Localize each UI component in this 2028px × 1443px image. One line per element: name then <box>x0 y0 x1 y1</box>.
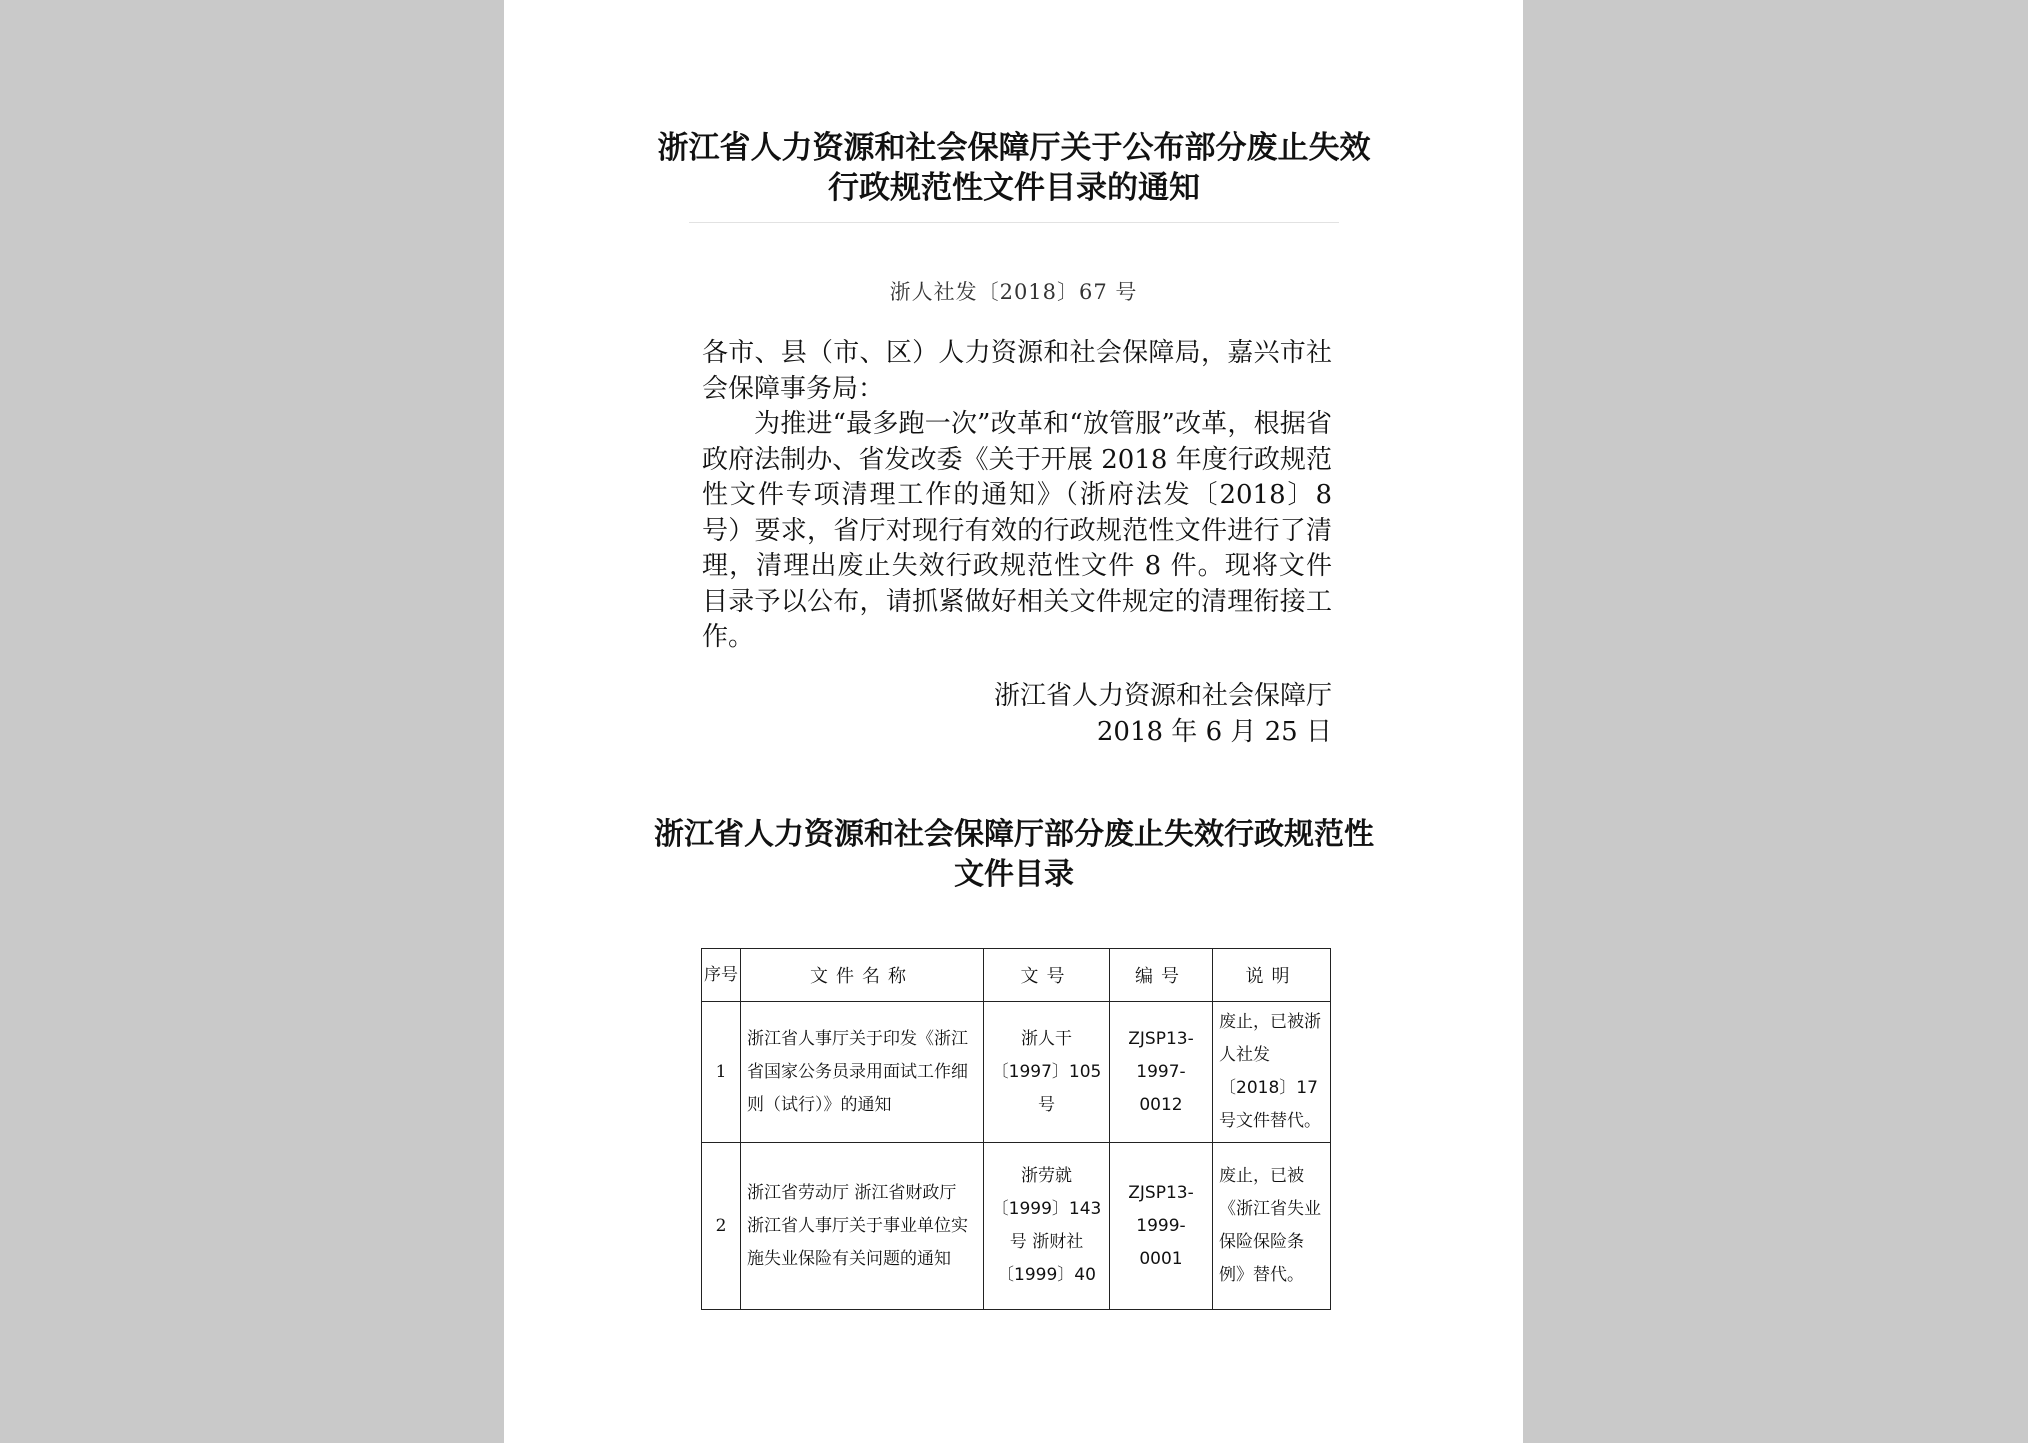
table-row <box>702 1143 1331 1310</box>
signature-organization: 浙江省人力资源和社会保障厅 <box>993 681 1332 711</box>
cell-name: 浙江省人事厅关于印发《浙江省国家公务员录用面试工作细则（试行）》的通知 <box>741 1002 984 1143</box>
cell-note: 废止，已被浙人社发〔2018〕17 号文件替代。 <box>1213 1002 1331 1143</box>
header-doc-number: 文号 <box>984 949 1110 1002</box>
cell-doc-number: 浙人干〔1997〕105 号 <box>984 1002 1110 1143</box>
cell-code: ZJSP13-1999-0001 <box>1110 1143 1213 1310</box>
cell-code: ZJSP13-1997-0012 <box>1110 1002 1213 1143</box>
header-note: 说明 <box>1213 949 1331 1002</box>
catalog-table <box>701 948 1331 1310</box>
header-seq: 序号 <box>702 949 741 1002</box>
cell-seq: 1 <box>702 1002 741 1143</box>
header-code: 编号 <box>1110 949 1213 1002</box>
cell-doc-number: 浙劳就〔1999〕143 号 浙财社〔1999〕40 <box>984 1143 1110 1310</box>
document-page <box>504 0 1523 1443</box>
table-header-row <box>702 949 1331 1002</box>
title-divider <box>689 222 1339 223</box>
document-title: 浙江省人力资源和社会保障厅关于公布部分废止失效行政规范性文件目录的通知 <box>657 130 1371 206</box>
header-name: 文件名称 <box>741 949 984 1002</box>
signature-date: 2018 年 6 月 25 日 <box>1096 717 1332 747</box>
body-paragraph: 为推进“最多跑一次”改革和“放管服”改革，根据省政府法制办、省发改委《关于开展 2018 年度行政规范性文件专项清理工作的通知》（浙府法发〔2018〕8 号）要求，省厅对现行有效的行政规范性文件进行了清理，清理出废止失效行政规范性文件 8 件。现将文件目录予以公布，请抓紧做好相关文件规定的清理衔接工作。 <box>702 409 1332 652</box>
cell-note: 废止，已被《浙江省失业保险保险条例》替代。 <box>1213 1143 1331 1310</box>
document-body <box>702 336 1332 656</box>
signature-block <box>702 678 1332 750</box>
cell-name: 浙江省劳动厅 浙江省财政厅 浙江省人事厅关于事业单位实施失业保险有关问题的通知 <box>741 1143 984 1310</box>
table-row <box>702 1002 1331 1143</box>
addressee-line: 各市、县（市、区）人力资源和社会保障局，嘉兴市社会保障事务局： <box>702 338 1332 404</box>
cell-seq: 2 <box>702 1143 741 1310</box>
catalog-title: 浙江省人力资源和社会保障厅部分废止失效行政规范性文件目录 <box>654 817 1374 892</box>
document-number: 浙人社发〔2018〕67 号 <box>889 280 1138 304</box>
